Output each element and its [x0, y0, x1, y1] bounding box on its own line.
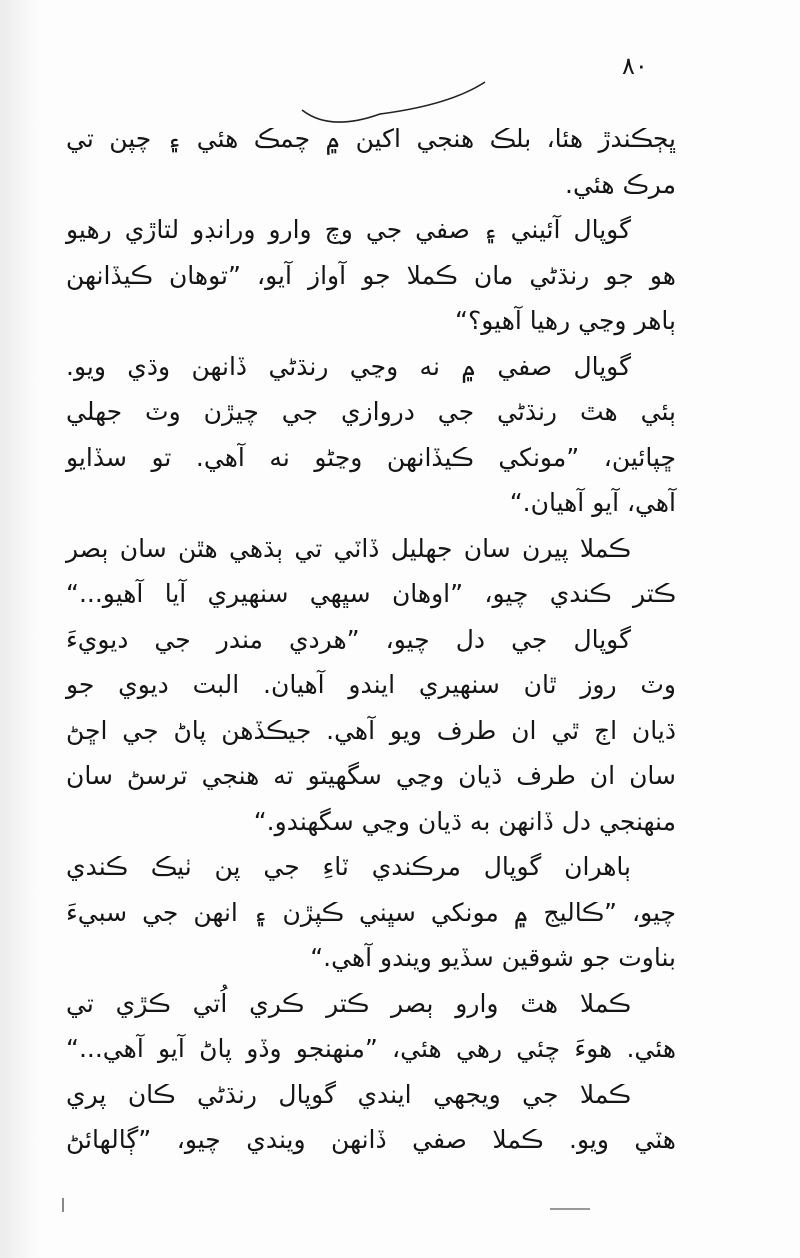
text-line: ڪملا جي ويجهي ايندي گوپال رنڌڻي ڪان پري	[66, 1079, 631, 1109]
text-line: آهي، آيو آهيان.“	[509, 488, 676, 517]
text-line: گوپال صفي ۾ نه وڃي رنڌڻي ڏانهن وڌي ويو.	[66, 351, 631, 381]
text-line: هٽي ويو. ڪملا صفي ڏانهن ويندي چيو، ”ڳالهائڻ	[66, 1125, 676, 1154]
text-line: ٻاهر وڃي رهيا آهيو؟“	[455, 306, 676, 335]
scan-shadow	[0, 0, 40, 1258]
text-line: هو جو رنڌڻي مان ڪملا جو آواز آيو، ”توهان ڪيڏانهن	[66, 260, 676, 290]
text-line: ڇپائين، ”مونکي ڪيڏانهن وڃڻو نه آهي. تو سڏايو	[66, 442, 676, 472]
scan-mark	[550, 1208, 590, 1210]
text-line: گوپال آئيني ۽ صفي جي وچ وارو ورانڊو لتاڙي رهيو	[66, 215, 631, 244]
text-line: منهنجي دل ڏانهن به ڌيان وڃي سگهندو.“	[253, 806, 676, 836]
text-line: وٽ روز ٿان سنهيري ايندو آهيان. البت ديوي جو	[66, 670, 676, 699]
text-line: چيو، ”ڪاليج ۾ مونکي سڀني ڪپڙن ۽ انهن جي سبيءَ	[66, 897, 676, 927]
text-line: هئي. هوءَ چئي رهي هئي، ”منهنجو وڏو پاڻ آيو آهي...“	[66, 1034, 676, 1063]
text-line: ڪتر ڪندي چيو، ”اوهان سڀهي سنهيري آيا آهيو...“	[66, 579, 676, 608]
text-line: ٻئي هٿ رنڌڻي جي دروازي جي چيڙن وٽ جهلي	[66, 397, 676, 426]
text-line: سان ان طرف ڌيان وڃي سگهيتو ته هنجي ترسڻ سان	[66, 761, 676, 790]
text-line: ڪملا هٿ وارو ٻصر ڪتر ڪري اُتي ڪڙي تي	[66, 988, 631, 1018]
text-line: بناوت جو شوقين سڏيو ويندو آهي.“	[310, 943, 676, 972]
scan-mark	[62, 1198, 64, 1212]
text-line: ٻاهران گوپال مرڪندي ٽاءِ جي پن ٺيڪ ڪندي	[66, 852, 631, 881]
text-line: مرڪ هئي.	[565, 169, 676, 199]
text-line: گوپال جي دل چيو، ”هردي مندر جي ديويءَ	[66, 624, 631, 654]
text-line: ڪملا پيرن سان جهليل ڏاٽي تي ٻڌهي هٿن سان ٻصر	[66, 533, 631, 563]
body-text	[66, 116, 676, 1163]
page-number: ٨٠	[622, 52, 648, 80]
text-line: ڀڄڪندڙ هئا، بلڪ هنجي اکين ۾ چمڪ هئي ۽ چپن تي	[66, 124, 676, 153]
text-line: ڌيان اڄ ٿي ان طرف ويو آهي. جيڪڏهن پاڻ جي اڇڻ	[66, 715, 676, 745]
